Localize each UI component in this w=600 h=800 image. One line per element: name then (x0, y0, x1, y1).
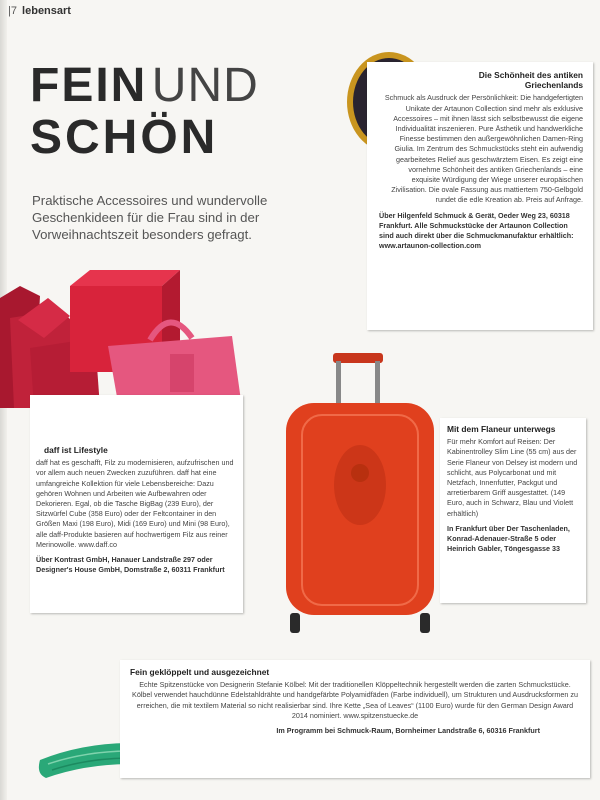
page-header (8, 5, 71, 17)
daff-body-text: daff hat es geschafft, Filz zu modernisieren, aufzufrischen und vor allem auch neuen Zwecken zuzuführen. daff hat eine umfangreiche Kollektion für viele Lebensbereiche: Dazu gehören Wohnen und Arbeiten wie Aufbewahren oder Dekorieren. Egal, ob die Tasche BigBag (239 Euro), der Sitzwürfel Cube (358 Euro) oder der Feltcontainer in den Größen Maxi (198 Euro), Midi (169 Euro) und Mini (98 Euro), alle daff-Produkte basieren auf hochwertigem Filz aus reiner Merinowolle. www.daff.co (36, 458, 234, 549)
lace-info-box (120, 660, 590, 778)
headline (30, 59, 259, 164)
headline-word-3: SCHÖN (30, 111, 219, 164)
headline-word-1: FEIN (30, 59, 148, 112)
daff-info-box (30, 395, 243, 613)
flaneur-info-box (440, 418, 586, 603)
suitcase-image (280, 345, 440, 640)
ring-info-box (367, 62, 593, 330)
ring-body-text: Schmuck als Ausdruck der Persönlichkeit: Die handgefertigten Unikate der Artaunon Collection sind mehr als exklusive Accessoires – mit ihnen lässt sich selbstbewusst die eigene Individualität inszenieren. Pure Ästhetik und handwerkliche Finesse bestimmen den außergewöhnlichen Damen-Ring Giulia. Im Zentrum des Schmuckstücks steht ein aufwendig gearbeitetes Relief aus geschwärztem Eisen. Es zeigt eine vornehme Schönheit des antiken Griechenlands – eine exquisite Würdigung der Wiege unserer europäischen Zivilisation. Die ovale Fassung aus mattiertem 750-Gelbgold rundet die edle Kreation ab. Preis auf Anfrage. (384, 93, 583, 205)
ring-heading: Die Schönheit des antiken Griechenlands (478, 70, 583, 91)
felt-bags-image (0, 258, 250, 418)
headline-word-2: UND (151, 59, 259, 112)
lace-contact: Im Programm bei Schmuck-Raum, Bornheimer Landstraße 6, 60316 Frankfurt (276, 726, 540, 736)
flaneur-contact: In Frankfurt über Der Taschenladen, Konrad-Adenauer-Straße 5 oder Heinrich Gabler, Töngesgasse 33 (447, 523, 570, 554)
intro-subtitle: Praktische Accessoires und wundervolle Geschenkideen für die Frau sind in der Vorweihnachtszeit besonders gefragt. (32, 193, 268, 242)
flaneur-body-text: Für mehr Komfort auf Reisen: Der Kabinentrolley Slim Line (55 cm) aus der Serie Flaneur von Delsey ist modern und schlicht, aus Polycarbonat und mit Netzfach, Innenfutter, Packgut und arretierbarem Griff ausgestattet. (149 Euro, auch in Schwarz, Blau und Violett erhältlich) (447, 437, 578, 518)
daff-contact: Über Kontrast GmbH, Hanauer Landstraße 297 oder Designer's House GmbH, Domstraße 2, 60311 Frankfurt (36, 555, 225, 575)
daff-heading: daff ist Lifestyle (44, 445, 108, 455)
page-number: |7 (8, 5, 17, 17)
ring-contact: Über Hilgenfeld Schmuck & Gerät, Oeder Weg 23, 60318 Frankfurt. Alle Schmuckstücke der Artaunon Collection sind auch direkt über die Schmuckmanufaktur erhältlich: www.artaunon-collection.com (379, 210, 574, 251)
section-title: lebensart (22, 5, 71, 17)
lace-body-text: Echte Spitzenstücke von Designerin Stefanie Kölbel: Mit der traditionellen Klöppeltechnik hergestellt werden die zarten Schmuckstücke. Kölbel verwendet hauchdünne Edelstahldrähte und handgefärbte Polyamidfäden (Farbe individuell), um Strukturen und Ausdrucksformen zu erreichen, die mit textilem Material so nicht realisierbar sind. Ihre Kette „Sea of Leaves“ (1100 Euro) wurde für den German Design Award 2014 nominiert. www.spitzenstuecke.de (132, 680, 578, 720)
flaneur-heading: Mit dem Flaneur unterwegs (447, 424, 556, 434)
lace-heading: Fein geklöppelt und ausgezeichnet (130, 667, 270, 677)
